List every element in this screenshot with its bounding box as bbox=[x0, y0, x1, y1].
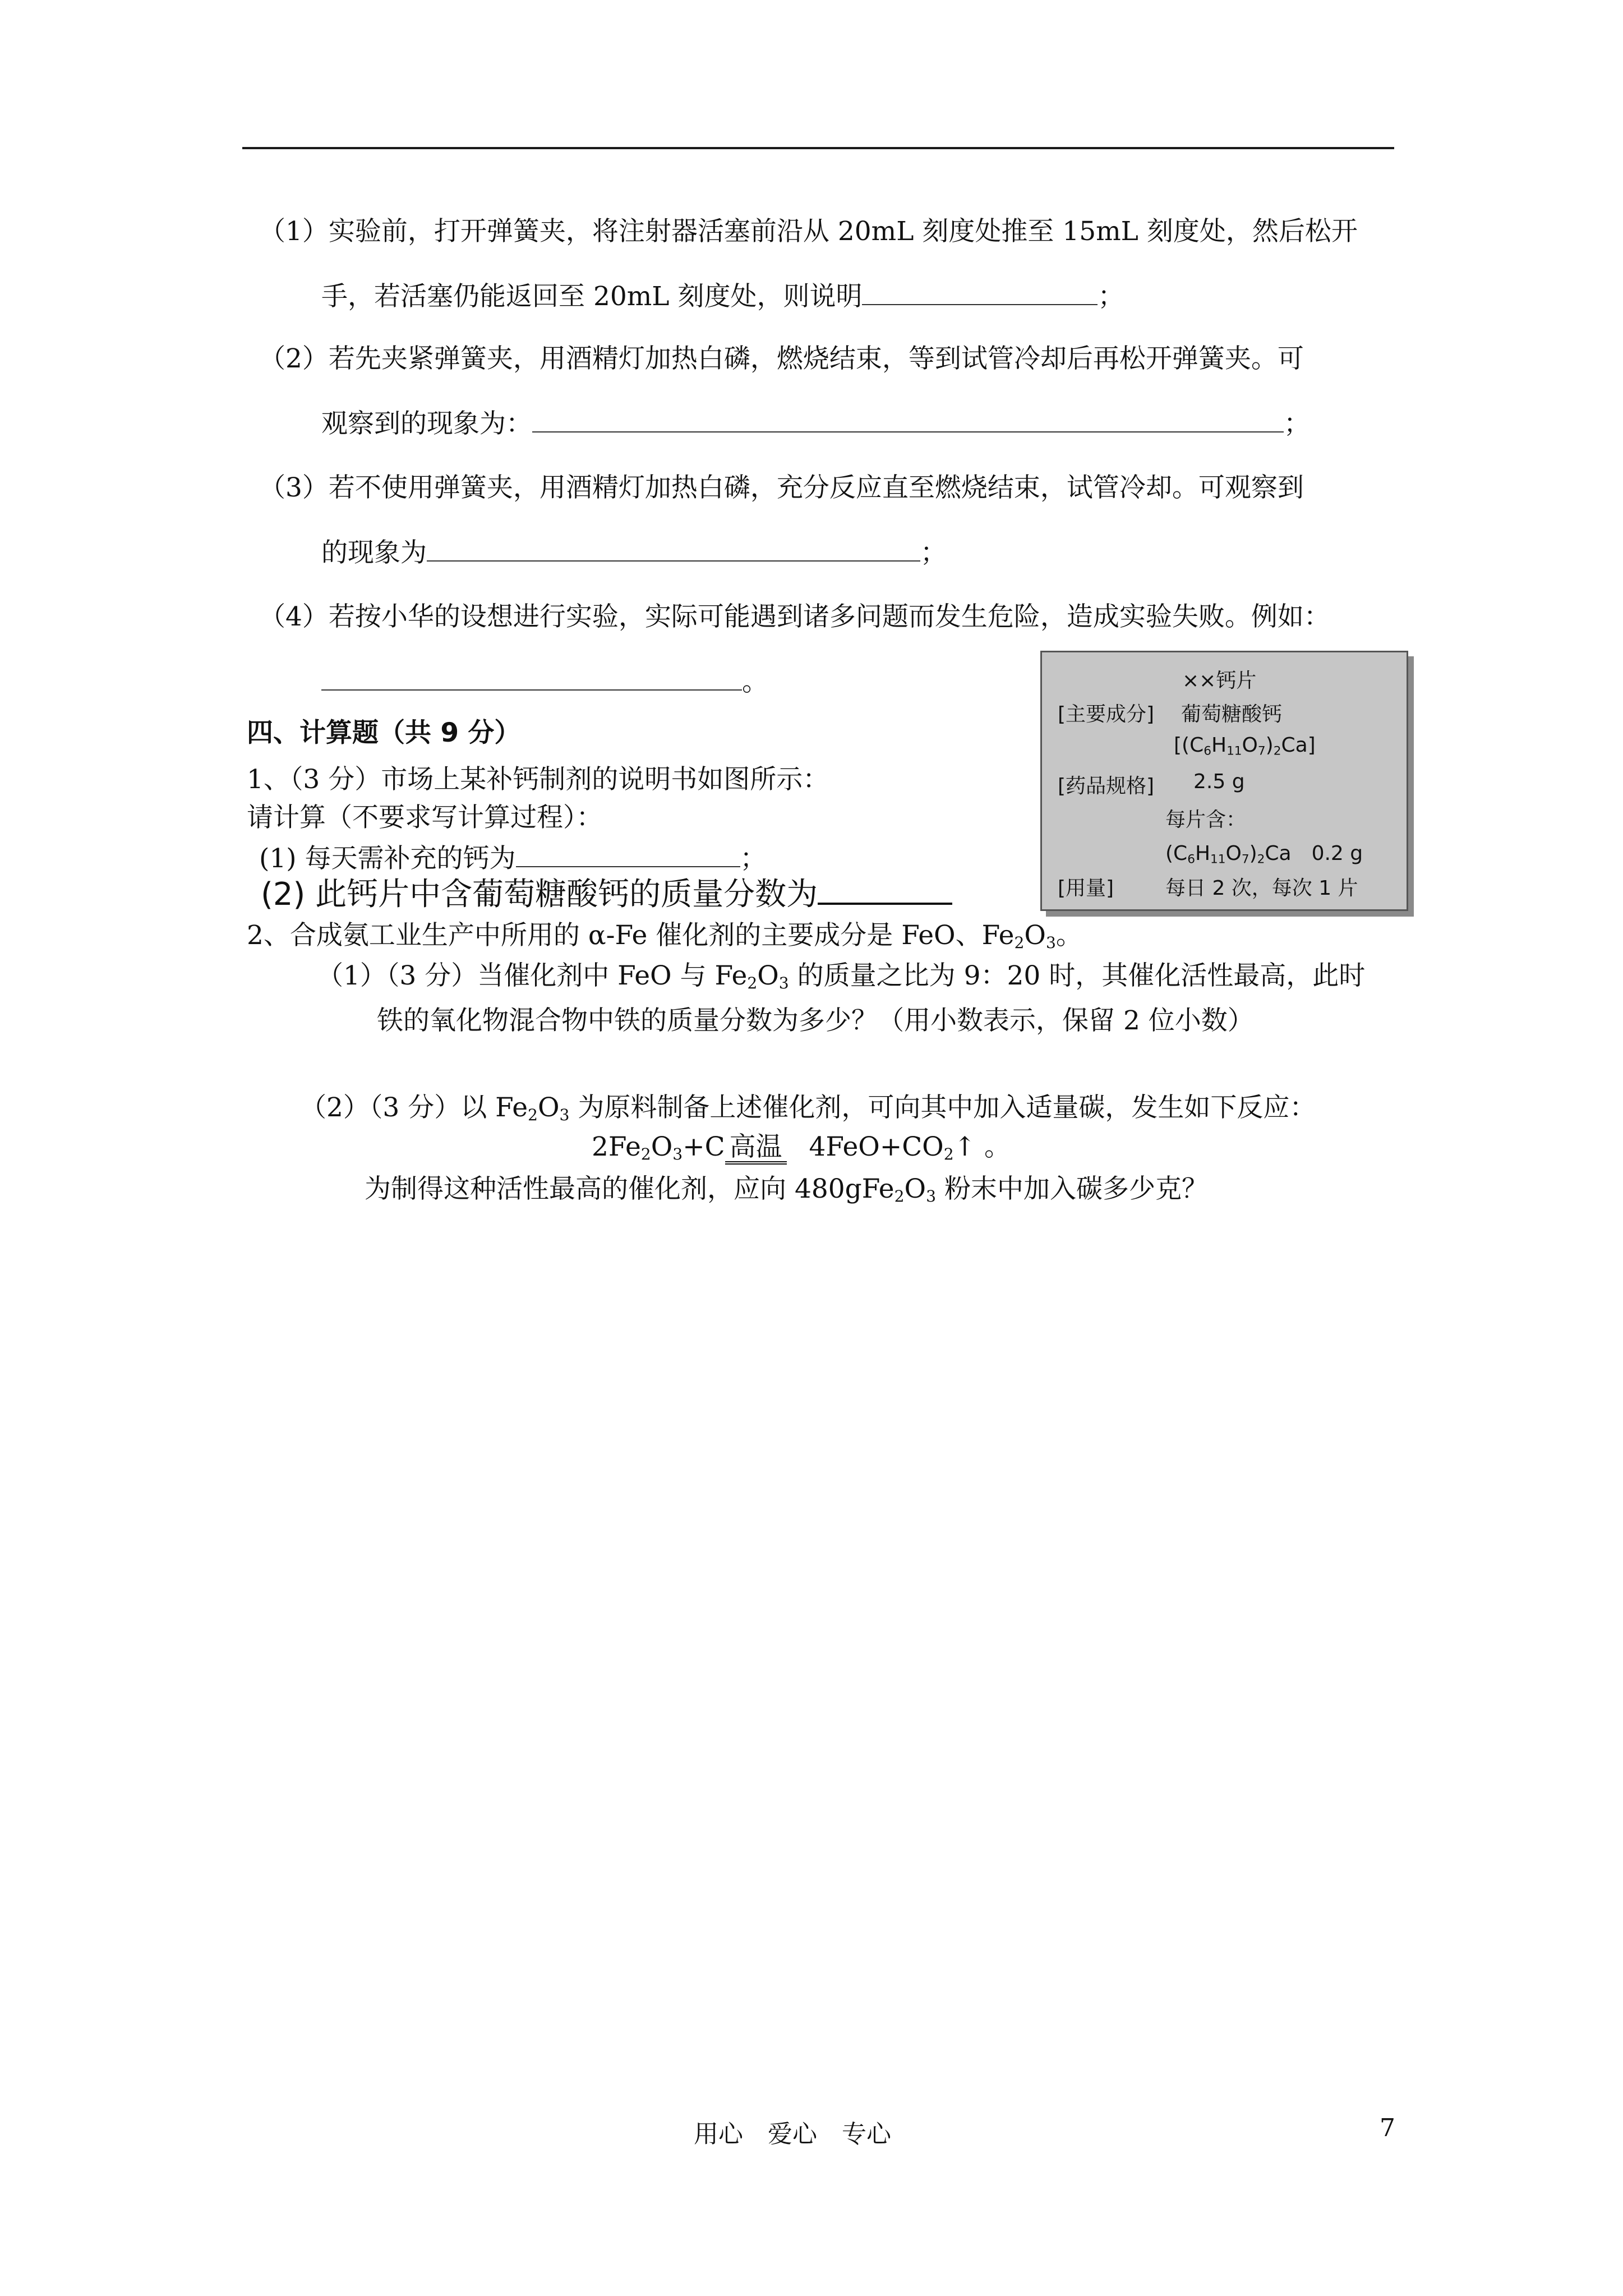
s4-q2-sub2-question bbox=[365, 1172, 1208, 1206]
s4-q2-sub2-q-text-c: 粉末中加入碳多少克？ bbox=[936, 1174, 1208, 1204]
subscript: 6 bbox=[1204, 744, 1211, 758]
formula-part: (C bbox=[1165, 842, 1188, 865]
s4-q1-sub1 bbox=[259, 841, 767, 876]
q2-semicolon: ； bbox=[1284, 408, 1310, 439]
section4-title: 四、计算题（共 9 分） bbox=[247, 717, 521, 748]
q1-line-1: （1）实验前，打开弹簧夹，将注射器活塞前沿从 20mL 刻度处推至 15mL 刻度处，然后松开 bbox=[259, 216, 1358, 247]
equation-part: +C bbox=[683, 1131, 725, 1162]
formula-part: ) bbox=[1249, 842, 1257, 865]
subscript: 3 bbox=[1045, 933, 1056, 953]
subscript: 3 bbox=[778, 974, 789, 993]
s4-q1-sub1-blank[interactable] bbox=[516, 841, 740, 867]
formula-part: O bbox=[1242, 734, 1258, 757]
label-spec-key: [药品规格] bbox=[1058, 775, 1155, 798]
subscript: 2 bbox=[894, 1187, 905, 1206]
q1-text: 手，若活塞仍能返回至 20mL 刻度处，则说明 bbox=[321, 281, 863, 312]
subscript: 2 bbox=[528, 1106, 538, 1125]
q1-line-2 bbox=[321, 279, 1124, 314]
subscript: 2 bbox=[1273, 744, 1281, 758]
s4-q1-sub1-semicolon: ； bbox=[740, 843, 767, 874]
formula-part: Ca 0.2 g bbox=[1265, 842, 1363, 865]
subscript: 2 bbox=[640, 1145, 651, 1164]
q3-line-1: （3）若不使用弹簧夹，用酒精灯加热白磷，充分反应直至燃烧结束，试管冷却。可观察到 bbox=[259, 472, 1304, 503]
q2-answer-blank[interactable] bbox=[532, 407, 1284, 432]
s4-q1-sub2-blank[interactable] bbox=[818, 878, 952, 905]
q4-period: 。 bbox=[742, 666, 768, 697]
s4-q2-text-b: O bbox=[1024, 920, 1046, 951]
s4-q1-ask: 请计算（不要求写计算过程）： bbox=[247, 802, 603, 833]
s4-q1-sub1-text: (1) 每天需补充的钙为 bbox=[259, 843, 516, 874]
equation-part: 4FeO+CO bbox=[809, 1131, 944, 1162]
reaction-condition: 高温 bbox=[725, 1133, 787, 1165]
footer-motto: 用心 爱心 专心 bbox=[694, 2120, 891, 2148]
label-ingredient-formula bbox=[1174, 734, 1316, 757]
s4-q1-sub2-text: (2) 此钙片中含葡萄糖酸钙的质量分数为 bbox=[261, 876, 818, 913]
formula-part: H bbox=[1195, 842, 1211, 865]
formula-part: O bbox=[1225, 842, 1242, 865]
q3-line-2 bbox=[321, 536, 947, 570]
subscript: 7 bbox=[1241, 852, 1249, 867]
subscript: 7 bbox=[1257, 744, 1266, 758]
s4-q2-text-a: 2、合成氨工业生产中所用的 α-Fe 催化剂的主要成分是 FeO、Fe bbox=[247, 920, 1015, 951]
s4-q2-sub1-text-c: 的质量之比为 9：20 时，其催化活性最高，此时 bbox=[789, 960, 1366, 991]
header-rule bbox=[242, 147, 1394, 149]
label-ingredient-key: [主要成分] bbox=[1058, 703, 1155, 726]
label-dosage-key: [用量] bbox=[1058, 877, 1114, 900]
s4-q2-sub2-text-c: 为原料制备上述催化剂，可向其中加入适量碳，发生如下反应： bbox=[569, 1092, 1316, 1123]
formula-part: [(C bbox=[1174, 734, 1204, 757]
calcium-tablet-label bbox=[1040, 651, 1408, 911]
q2-text: 观察到的现象为： bbox=[321, 408, 532, 439]
subscript: 11 bbox=[1227, 744, 1242, 758]
label-spec-value: 2.5 g bbox=[1193, 770, 1245, 793]
label-dosage-value: 每日 2 次，每次 1 片 bbox=[1165, 877, 1358, 900]
subscript: 3 bbox=[926, 1187, 937, 1206]
page-number: 7 bbox=[1380, 2114, 1395, 2142]
q2-line-1: （2）若先夹紧弹簧夹，用酒精灯加热白磷，燃烧结束，等到试管冷却后再松开弹簧夹。可 bbox=[259, 343, 1304, 374]
subscript: 3 bbox=[672, 1145, 683, 1164]
q4-line-1: （4）若按小华的设想进行实验，实际可能遇到诸多问题而发生危险，造成实验失败。例如： bbox=[259, 601, 1330, 632]
reaction-equation bbox=[592, 1130, 1011, 1165]
s4-q2-sub1-line-1 bbox=[317, 959, 1365, 993]
q1-answer-blank[interactable] bbox=[862, 279, 1098, 305]
label-per-tablet-content bbox=[1165, 838, 1363, 866]
equation-part: 2Fe bbox=[592, 1131, 641, 1162]
s4-q1-intro: 1、（3 分）市场上某补钙制剂的说明书如图所示： bbox=[247, 764, 829, 795]
q3-text: 的现象为 bbox=[321, 537, 427, 568]
s4-q2-intro bbox=[247, 919, 1082, 953]
subscript: 6 bbox=[1187, 852, 1195, 867]
s4-q2-sub2-q-text-a: 为制得这种活性最高的催化剂，应向 480gFe bbox=[365, 1174, 895, 1204]
formula-part: Ca] bbox=[1281, 734, 1316, 757]
subscript: 2 bbox=[1014, 933, 1025, 953]
q4-line-2 bbox=[321, 665, 768, 699]
subscript: 2 bbox=[943, 1145, 954, 1164]
s4-q2-sub2-text-a: （2）（3 分）以 Fe bbox=[300, 1092, 528, 1123]
s4-q2-sub1-text-b: O bbox=[757, 960, 779, 991]
s4-q2-sub2-text-b: O bbox=[537, 1092, 560, 1123]
s4-q2-sub1-text-a: （1）（3 分）当催化剂中 FeO 与 Fe bbox=[317, 960, 748, 991]
equation-part: ↑ 。 bbox=[953, 1131, 1011, 1162]
q4-answer-blank[interactable] bbox=[321, 665, 742, 691]
formula-part: ) bbox=[1265, 734, 1274, 757]
q3-semicolon: ； bbox=[920, 537, 947, 568]
label-product-name: ××钙片 bbox=[1182, 669, 1257, 692]
s4-q2-text-c: 。 bbox=[1055, 920, 1082, 951]
s4-q2-sub2-q-text-b: O bbox=[904, 1174, 926, 1204]
q3-answer-blank[interactable] bbox=[427, 536, 920, 562]
label-ingredient-value: 葡萄糖酸钙 bbox=[1181, 703, 1283, 726]
q1-semicolon: ； bbox=[1098, 281, 1124, 312]
subscript: 11 bbox=[1210, 852, 1226, 867]
q2-line-2 bbox=[321, 407, 1310, 441]
s4-q1-sub2 bbox=[261, 878, 952, 912]
subscript: 3 bbox=[559, 1106, 570, 1125]
subscript: 2 bbox=[1257, 852, 1265, 867]
s4-q2-sub2-line-1 bbox=[300, 1091, 1316, 1125]
equation-part: O bbox=[651, 1131, 673, 1162]
subscript: 2 bbox=[747, 974, 758, 993]
label-per-tablet: 每片含： bbox=[1165, 808, 1247, 831]
s4-q2-sub1-line-2: 铁的氧化物混合物中铁的质量分数为多少？（用小数表示，保留 2 位小数） bbox=[377, 1005, 1254, 1036]
formula-part: H bbox=[1211, 734, 1227, 757]
